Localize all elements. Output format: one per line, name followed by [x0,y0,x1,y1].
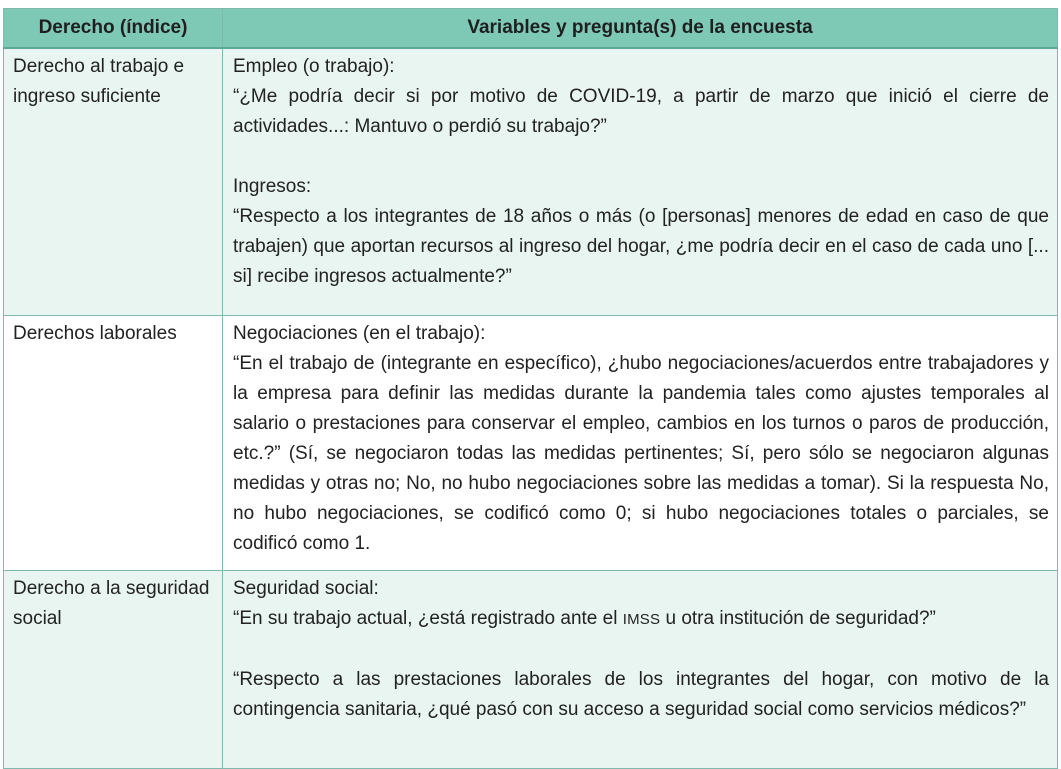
variable-label: Seguridad social: [233,578,379,599]
right-name-cell [4,48,223,316]
survey-variables-table [3,8,1058,769]
right-name: Derecho a la seguridad social [13,578,210,629]
question-text: “¿Me podría decir si por motivo de COVID-19, a partir de marzo que inició el cierre de actividades...: Mantuvo o perdió su trabajo?” [233,86,1049,137]
imss-acronym: IMSS [622,611,661,628]
question-text: “En el trabajo de (integrante en específico), ¿hubo negociaciones/acuerdos entre trabajadores y la empresa para definir las medidas durante la pandemia tales como ajustes temporales al salario o prestaciones para conservar el empleo, cambios en los turnos o paros de producción, etc.?” (Sí, se negociaron todas las medidas pertinentes; Sí, pero sólo se negociaron algunas medidas y otras no; No, no hubo negociaciones sobre las medidas a tomar). Si la respuesta No, no hubo negociaciones, se codificó como 0; si hubo negociaciones totales o parciales, se codificó como 1. [233,353,1049,554]
variables-cell [223,316,1058,571]
question-text: “Respecto a los integrantes de 18 años o más (o [personas] menores de edad en caso de que trabajen) que aportan recursos al ingreso del hogar, ¿me podría decir en el caso de cada uno [... si] recibe ingresos actualmente?” [233,206,1049,287]
paragraph-gap [233,635,1049,665]
header-variables: Variables y pregunta(s) de la encuesta [223,9,1058,49]
right-name-cell [4,571,223,769]
question-text-end: u otra institución de seguridad?” [660,608,936,629]
table-row [4,571,1058,769]
paragraph-gap [233,142,1049,172]
variables-cell [223,571,1058,769]
header-derecho: Derecho (índice) [4,9,223,49]
variable-label: Ingresos: [233,176,312,197]
table-header-row [4,9,1058,49]
right-name-cell [4,316,223,571]
variable-label: Empleo (o trabajo): [233,56,395,77]
question-text: “Respecto a las prestaciones laborales de los integrantes del hogar, con motivo de la contingencia sanitaria, ¿qué pasó con su acceso a seguridad social como servicios médicos?” [233,669,1049,720]
right-name: Derechos laborales [13,323,177,344]
variable-label: Negociaciones (en el trabajo): [233,323,486,344]
table-row [4,48,1058,316]
question-text [233,604,1049,635]
table-row [4,316,1058,571]
right-name: Derecho al trabajo e ingreso suficiente [13,56,185,107]
variables-cell [223,48,1058,316]
question-text-start: “En su trabajo actual, ¿está registrado ante el [233,608,623,629]
